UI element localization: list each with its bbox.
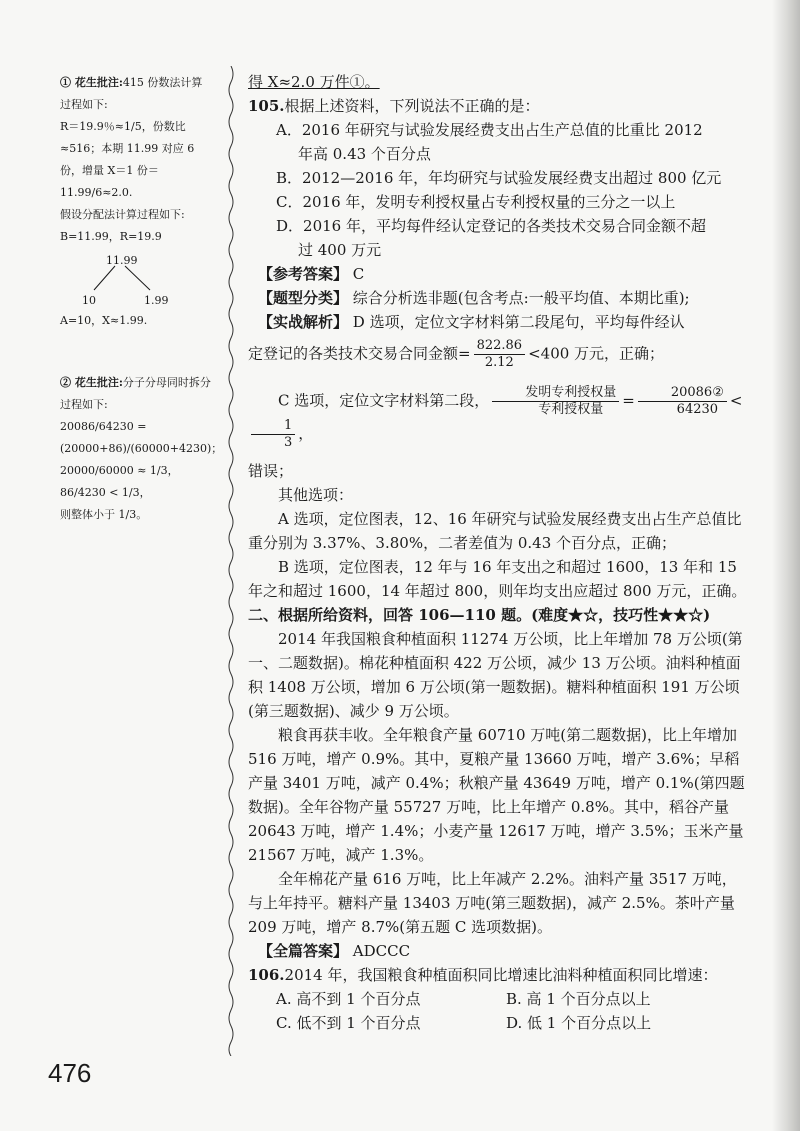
type-label: 【题型分类】 <box>258 289 349 307</box>
note1-intro: 415 份数法计算过程如下: <box>60 76 203 111</box>
wavy-divider <box>226 66 236 1056</box>
q105-number: 105. <box>248 97 285 115</box>
tree-right-value: 1.99 <box>144 294 169 307</box>
answer-value: C <box>352 265 365 283</box>
top-line: 得 X≈2.0 万件①。 <box>248 73 380 91</box>
fraction-patent <box>492 385 619 418</box>
q105-option-a-cont: 年高 0.43 个百分点 <box>298 145 431 163</box>
analysis-p1c: <400 万元，正确； <box>528 344 665 363</box>
note1-title: ① 花生批注: <box>60 76 123 89</box>
sidebar-notes <box>60 72 223 536</box>
q105-option-c: C．2016 年，发明专利授权量占专利授权量的三分之一以上 <box>276 193 676 211</box>
fraction-third-num: 1 <box>251 418 295 435</box>
analysis-p2a: C 选项，定位文字材料第二段， <box>278 391 490 410</box>
page-edge-shadow <box>772 0 800 1131</box>
note2-intro: 分子分母同时拆分过程如下: <box>60 376 211 411</box>
note1-line2: 假设分配法计算过程如下: <box>60 208 185 221</box>
full-answer-value: ADCCC <box>352 942 411 960</box>
analysis-p2-eq: = <box>622 391 635 410</box>
main-content <box>248 70 748 1035</box>
analysis-p2-lt: < <box>729 391 743 410</box>
note-2 <box>60 372 223 526</box>
note2-title: ② 花生批注: <box>60 376 123 389</box>
fraction-patent-den: 专利授权量 <box>538 402 604 417</box>
q106-option-b: B. 高 1 个百分点以上 <box>506 990 651 1008</box>
analysis-p4: 其他选项： <box>278 486 354 504</box>
page-number: 476 <box>48 1058 92 1088</box>
type-value: 综合分析选非题(包含考点:一般平均值、本期比重); <box>352 289 690 307</box>
note2-eq1: 20086/64230 = (20000+86)/(60000+4230)； <box>60 420 223 455</box>
fraction-amount-num: 822.86 <box>474 338 526 355</box>
q105-option-d: D．2016 年，平均每件经认定登记的各类技术交易合同金额不超 <box>276 217 706 235</box>
material-p3: 全年棉花产量 616 万吨，比上年减产 2.2%。油料产量 3517 万吨，与上年持平。糖料产量 13403 万吨(第三题数据)，减产 2.5%。茶叶产量 209 万吨，增产 8.7%(第五题 C 选项数据)。 <box>248 870 737 936</box>
full-answer-label: 【全篇答案】 <box>258 942 349 960</box>
analysis-p5: A 选项，定位图表，12、16 年研究与试验发展经费支出占生产总值比重分别为 3.37%、3.80%，二者差值为 0.43 个百分点，正确； <box>248 510 742 552</box>
fraction-ratio-num: 20086② <box>638 385 727 402</box>
fraction-ratio-den: 64230 <box>676 402 719 417</box>
section-2-title: 二、根据所给资料，回答 106—110 题。(难度★☆，技巧性★★☆) <box>248 606 711 624</box>
fraction-third <box>251 418 295 451</box>
q105-option-d-cont: 过 400 万元 <box>298 241 382 259</box>
fraction-amount <box>474 338 526 371</box>
q106-number: 106. <box>248 966 285 984</box>
q106-options <box>248 987 748 1035</box>
q106-option-d: D. 低 1 个百分点以上 <box>506 1014 652 1032</box>
q105-option-b: B．2012—2016 年，年均研究与试验发展经费支出超过 800 亿元 <box>276 169 722 187</box>
analysis-p1b: 定登记的各类技术交易合同金额= <box>248 344 471 363</box>
fraction-amount-den: 2.12 <box>484 355 514 370</box>
q105-stem: 根据上述资料，下列说法不正确的是： <box>284 97 540 115</box>
note1-line3: B=11.99，R=19.9 <box>60 230 162 243</box>
tree-left-value: 10 <box>82 294 96 307</box>
note2-eq2: 20000/60000 ≈ 1/3，86/4230 < 1/3， <box>60 464 179 499</box>
note-1 <box>60 72 212 332</box>
q106-option-a: A. 高不到 1 个百分点 <box>276 990 421 1008</box>
material-p2: 粮食再获丰收。全年粮食产量 60710 万吨(第二题数据)，比上年增加 516 万吨，增产 0.9%。其中，夏粮产量 13660 万吨，增产 3.6%；早稻产量 3401 万吨，减产 0.4%；秋粮产量 43649 万吨，增产 0.1%(第四题数据)。全年谷物产量 55727 万吨，比上年增产 0.8%。其中，稻谷产量 20643 万吨，增产 1.4%；小麦产量 12617 万吨，增产 3.5%；玉米产量 21567 万吨，减产 1.3%。 <box>248 726 745 864</box>
q105-option-a: A．2016 年研究与试验发展经费支出占生产总值的比重比 2012 <box>276 121 703 139</box>
q106-option-c: C. 低不到 1 个百分点 <box>276 1014 421 1032</box>
split-tree-diagram <box>60 250 212 308</box>
analysis-p1a: D 选项，定位文字材料第二段尾句，平均每件经认 <box>352 313 685 331</box>
analysis-p2-end: ， <box>298 424 314 443</box>
analysis-label: 【实战解析】 <box>258 313 349 331</box>
fraction-ratio <box>638 385 727 418</box>
answer-label: 【参考答案】 <box>258 265 349 283</box>
analysis-p6: B 选项，定位图表，12 年与 16 年支出之和超过 1600，13 年和 15 年之和超过 1600，14 年超过 800，则年均支出应超过 800 万元，正确。 <box>248 558 747 600</box>
q106-stem: 2014 年，我国粮食种植面积同比增速比油料种植面积同比增速： <box>284 966 718 984</box>
tree-top-value: 11.99 <box>106 254 138 267</box>
fraction-patent-num: 发明专利授权量 <box>492 385 619 402</box>
material-p1: 2014 年我国粮食种植面积 11274 万公顷，比上年增加 78 万公顷(第一、二题数据)。棉花种植面积 422 万公顷，减少 13 万公顷。油料种植面积 1408 万公顷，增加 6 万公顷(第一题数据)。糖料种植面积 191 万公顷(第三题数据)、减少 9 万公顷。 <box>248 630 743 720</box>
fraction-third-den: 3 <box>284 435 293 450</box>
note2-eq3: 则整体小于 1/3。 <box>60 508 148 521</box>
analysis-p3: 错误； <box>248 462 294 480</box>
note1-line4: A=10，X≈1.99. <box>60 314 148 327</box>
note1-line1: R＝19.9％≈1/5，份数比≈516；本期 11.99 对应 6 份，增量 X＝1 份＝11.99/6≈2.0. <box>60 120 195 199</box>
